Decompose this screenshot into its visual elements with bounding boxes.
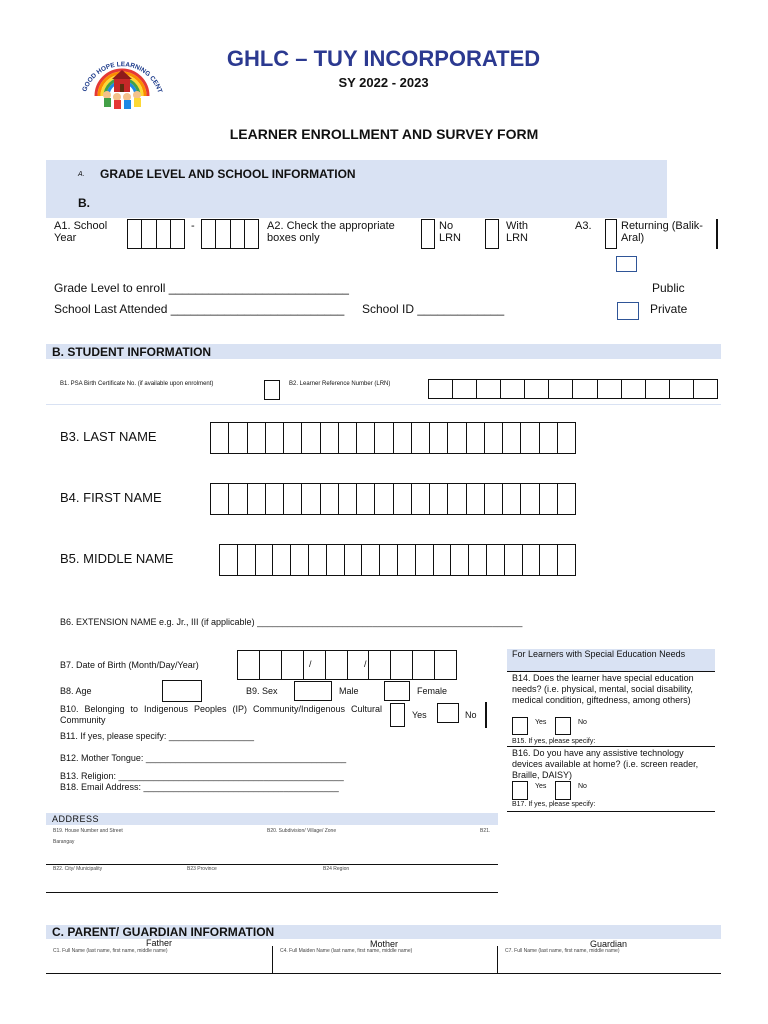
age-box[interactable] [162, 680, 202, 702]
first-name-boxes[interactable] [210, 483, 576, 515]
school-year: SY 2022 - 2023 [338, 75, 429, 90]
region-label: B24 Region [323, 866, 350, 872]
sped-b16-no-label: No [578, 783, 587, 790]
grade-level-field[interactable]: Grade Level to enroll ___________________________ [54, 281, 349, 295]
sped-b14-no-label: No [578, 719, 587, 726]
mother-header: Mother [370, 939, 399, 949]
private-label: Private [650, 302, 688, 316]
svg-text:GOOD HOPE LEARNING CENTER: GOOD HOPE LEARNING CENT [81, 61, 164, 94]
dob-slash-1: / [309, 659, 312, 669]
section-c-title: C. PARENT/ GUARDIAN INFORMATION [52, 925, 275, 939]
ip-no-checkbox[interactable] [437, 703, 459, 723]
lrn-label: B2. Learner Reference Number (LRN) [289, 381, 391, 387]
sex-label: B9. Sex [246, 686, 278, 696]
subdivision-label: B20. Subdivision/ Village/ Zone [267, 828, 337, 834]
form-title: LEARNER ENROLLMENT AND SURVEY FORM [229, 126, 539, 142]
b21-label: B21. [480, 828, 491, 834]
last-name-label: B3. LAST NAME [60, 429, 157, 444]
sped-b14-yes-checkbox[interactable] [512, 717, 528, 735]
age-label: B8. Age [60, 686, 92, 696]
middle-name-label: B5. MIDDLE NAME [60, 551, 174, 566]
sped-b16-question: B16. Do you have any assistive technology devices available at home? (i.e. screen reader, Braille, DAISY) [512, 748, 699, 780]
address-title: ADDRESS [52, 814, 100, 824]
school-id-field[interactable]: School ID _____________ [362, 302, 505, 316]
city-label: B22. City/ Municipality [53, 866, 103, 872]
section-b-marker: B. [78, 196, 90, 210]
sped-b16-yes-label: Yes [535, 783, 547, 790]
address-line-1[interactable] [46, 864, 498, 865]
sped-divider-2 [507, 746, 715, 747]
religion-field[interactable]: B13. Religion: _____________________________________________ [60, 771, 344, 781]
ip-yes-checkbox[interactable] [390, 703, 405, 727]
divider-line [46, 404, 721, 405]
private-checkbox[interactable] [617, 302, 639, 320]
sped-divider-3 [507, 811, 715, 812]
sped-b14-question: B14. Does the learner have special education needs? (i.e. physical, mental, social disability, medical condition, giftedness, among others) [512, 673, 694, 705]
sped-b17-field[interactable]: B17. If yes, please specify: [512, 801, 596, 808]
public-label: Public [652, 281, 685, 295]
date-of-birth-label: B7. Date of Birth (Month/Day/Year) [60, 660, 199, 670]
returning-checkbox[interactable] [605, 219, 617, 249]
male-label: Male [339, 686, 359, 696]
school-last-attended-field[interactable]: School Last Attended __________________________ [54, 302, 345, 316]
sped-b14-no-checkbox[interactable] [555, 717, 571, 735]
date-of-birth-boxes[interactable] [237, 650, 457, 680]
mother-tongue-field[interactable]: B12. Mother Tongue: ________________________________________ [60, 753, 347, 763]
male-checkbox[interactable] [294, 681, 332, 701]
parent-col-divider-2 [497, 946, 498, 974]
address-band [46, 813, 498, 825]
parent-name-line[interactable] [46, 973, 721, 974]
sped-b14-yes-label: Yes [535, 719, 547, 726]
psa-birth-cert-box[interactable] [264, 380, 280, 400]
with-lrn-label: With LRN [506, 220, 529, 244]
psa-birth-cert-label: B1. PSA Birth Certificate No. (if available upon enrolment) [60, 381, 214, 387]
section-b-title: B. STUDENT INFORMATION [52, 345, 212, 359]
school-year-label: A1. School Year [54, 220, 108, 244]
email-field[interactable]: B18. Email Address: _______________________________________ [60, 782, 339, 792]
barangay-label: Barangay [53, 839, 75, 845]
ip-right-border [485, 702, 487, 728]
ip-no-label: No [465, 710, 477, 720]
ip-yes-label: Yes [412, 710, 427, 720]
no-lrn-label: No LRN [439, 220, 462, 244]
returning-right-border [716, 219, 718, 249]
sped-b16-no-checkbox[interactable] [555, 781, 571, 800]
female-checkbox[interactable] [384, 681, 410, 701]
house-street-label: B19. House Number and Street [53, 828, 123, 834]
organization-name: GHLC – TUY INCORPORATED [226, 46, 541, 71]
female-label: Female [417, 686, 448, 696]
sped-divider-1 [507, 671, 715, 672]
section-a-marker: A. [78, 171, 85, 178]
parent-col-divider-1 [272, 946, 273, 974]
returning-label: Returning (Balik-Aral) [621, 220, 703, 244]
mother-name-label: C4. Full Maiden Name (last name, first name, middle name) [280, 948, 413, 954]
ip-specify-field[interactable]: B11. If yes, please specify: _________________ [60, 731, 254, 741]
lrn-boxes[interactable] [428, 379, 718, 399]
extension-name-field[interactable]: B6. EXTENSION NAME e.g. Jr., III (if applicable) _____________________________________________________ [60, 617, 523, 627]
middle-name-boxes[interactable] [219, 544, 576, 576]
public-checkbox[interactable] [616, 256, 637, 272]
first-name-label: B4. FIRST NAME [60, 490, 162, 505]
indigenous-label: B10. Belonging to Indigenous Peoples (IP) Community/Indigenous Cultural Community [60, 704, 382, 725]
section-a-title: GRADE LEVEL AND SCHOOL INFORMATION [100, 167, 356, 181]
sped-b16-yes-checkbox[interactable] [512, 781, 528, 800]
guardian-header: Guardian [590, 939, 628, 949]
sped-b15-field[interactable]: B15. If yes, please specify: [512, 738, 596, 745]
address-line-2[interactable] [46, 892, 498, 893]
father-name-label: C1. Full Name (last name, first name, middle name) [53, 948, 168, 954]
with-lrn-checkbox[interactable] [485, 219, 499, 249]
last-name-boxes[interactable] [210, 422, 576, 454]
school-logo [74, 48, 170, 110]
no-lrn-checkbox[interactable] [421, 219, 435, 249]
sped-header: For Learners with Special Education Needs [512, 649, 686, 659]
a3-label: A3. [575, 220, 592, 232]
school-year-dash: - [191, 220, 195, 232]
school-year-start-boxes[interactable] [127, 219, 185, 249]
school-year-end-boxes[interactable] [201, 219, 259, 249]
guardian-name-label: C7. Full Name (last name, first name, middle name) [505, 948, 620, 954]
father-header: Father [146, 938, 173, 948]
dob-slash-2: / [364, 659, 367, 669]
province-label: B23 Province [187, 866, 217, 872]
check-boxes-label: A2. Check the appropriate boxes only [267, 220, 395, 244]
